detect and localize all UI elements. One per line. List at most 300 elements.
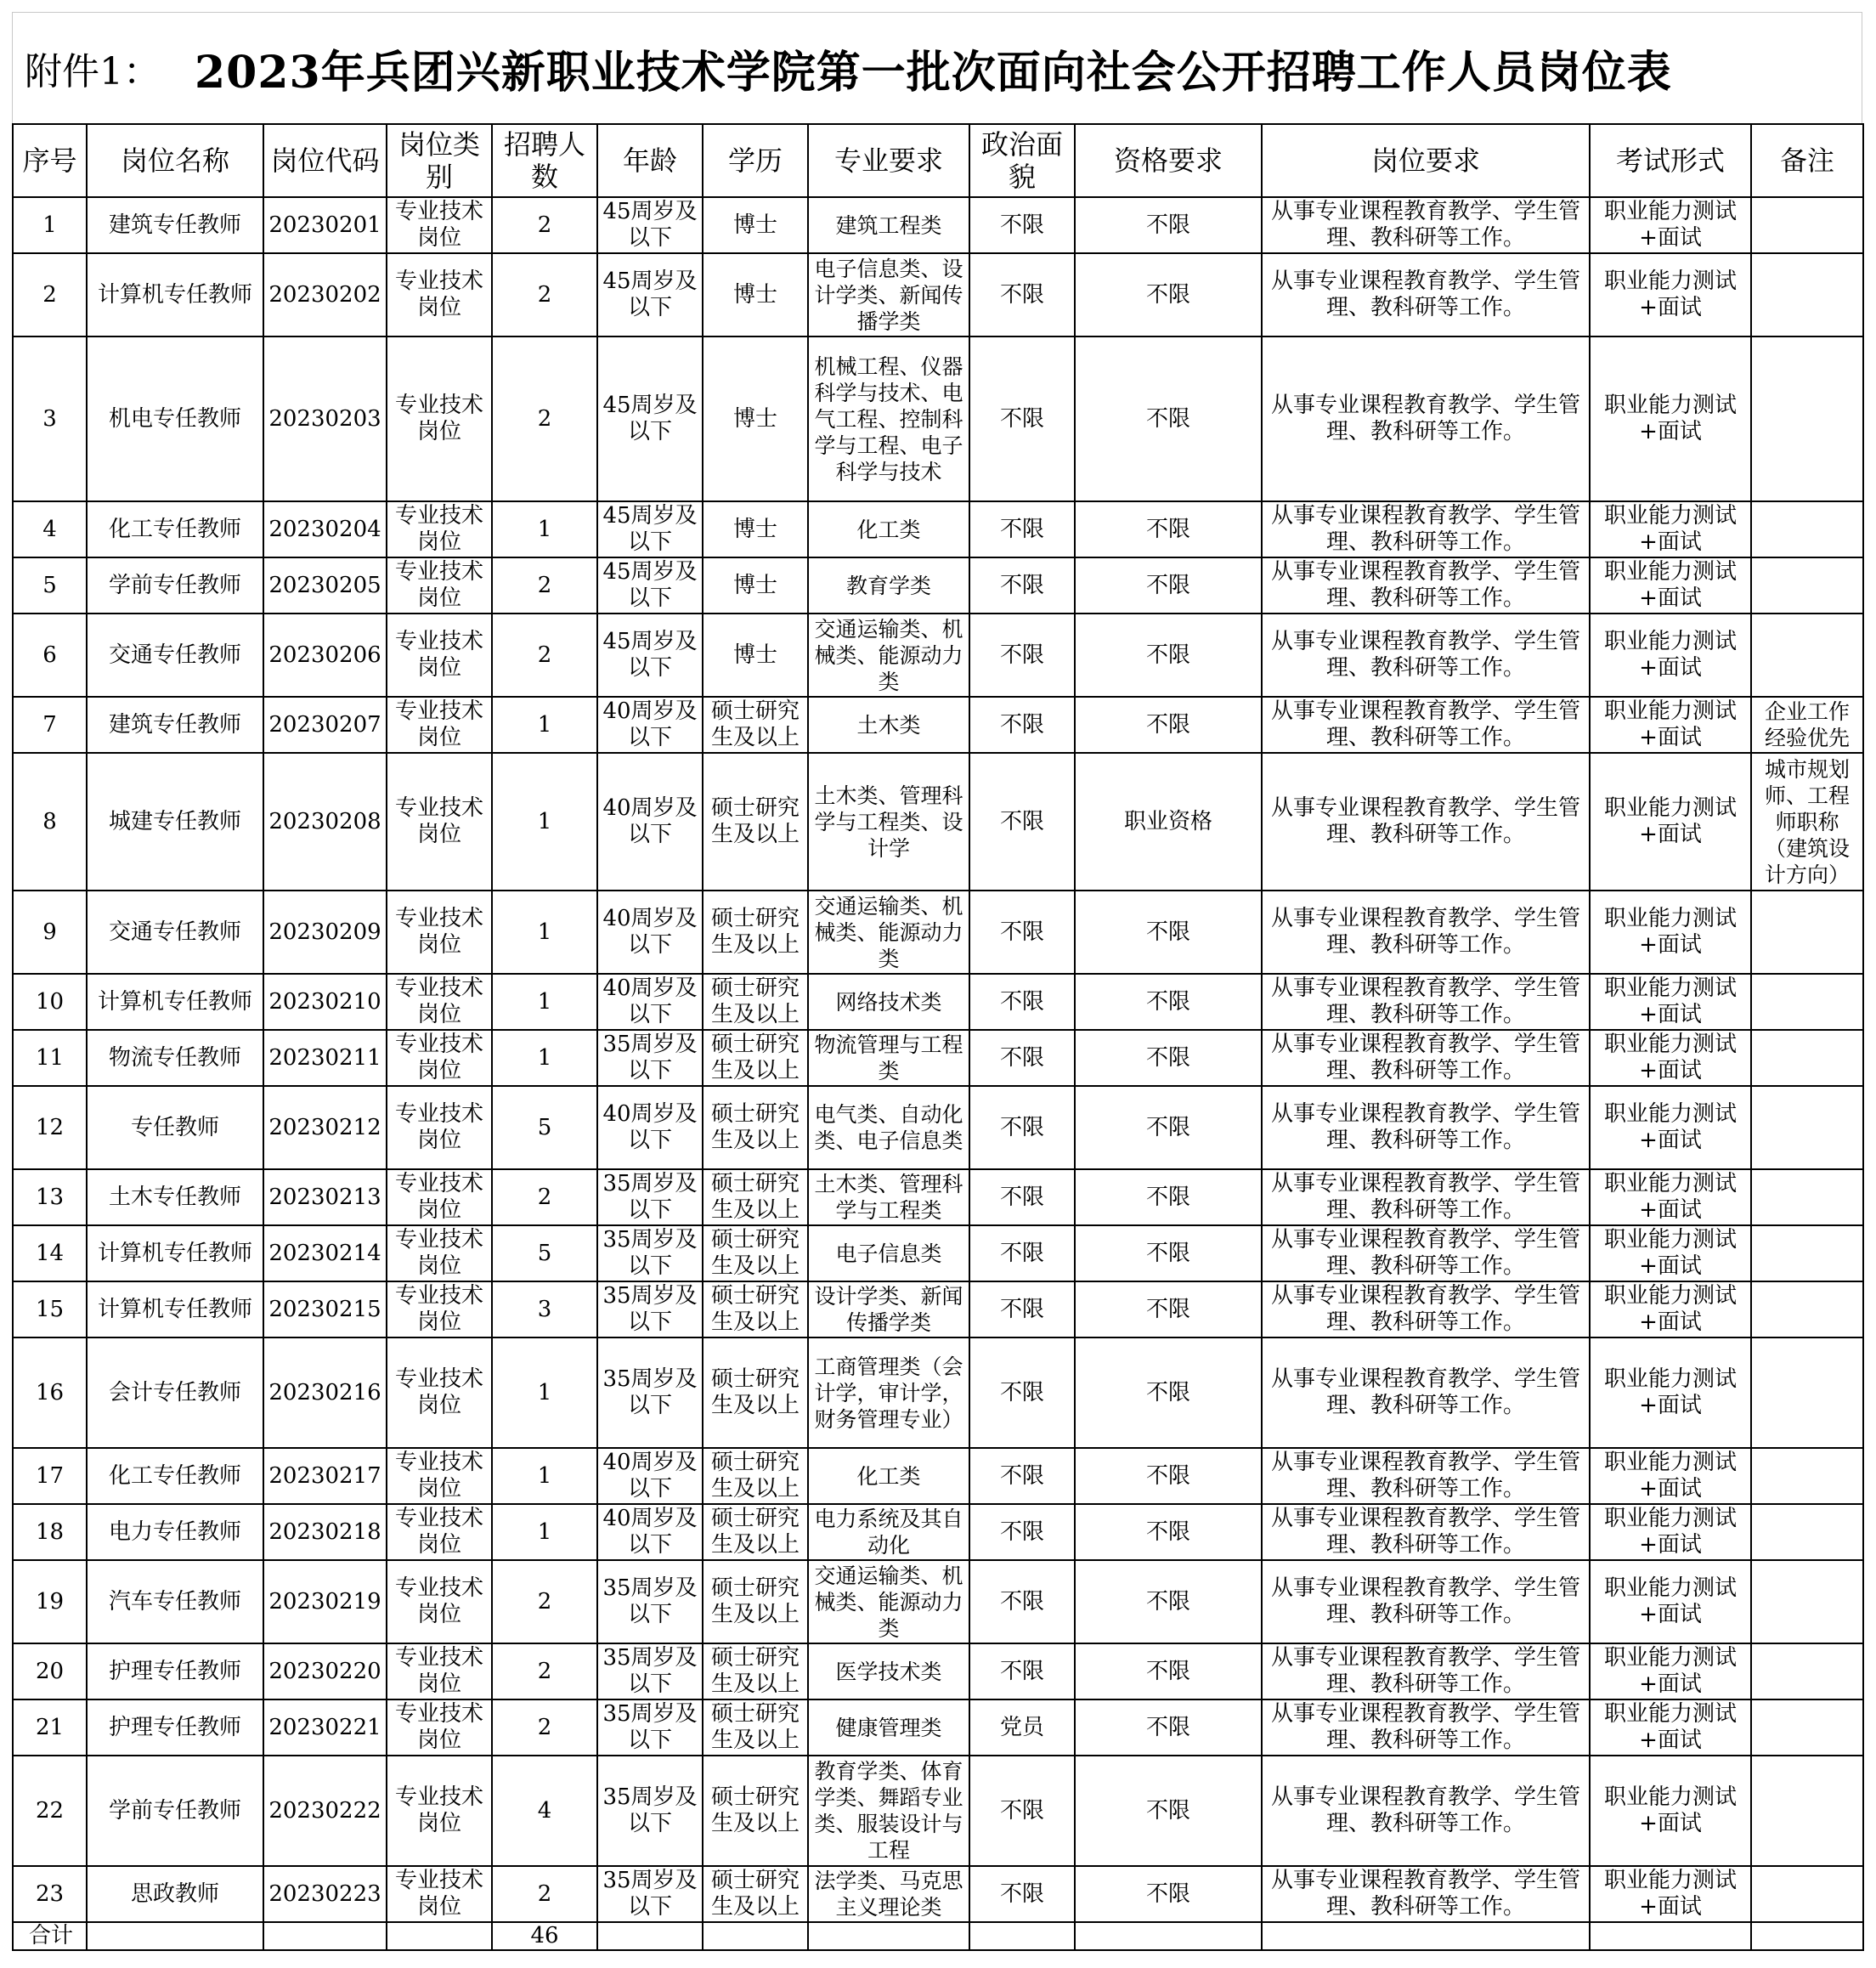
- cell-major: 化工类: [808, 1448, 969, 1504]
- total-empty-cell: [808, 1922, 969, 1950]
- cell-seq: 11: [13, 1030, 87, 1086]
- cell-qualification: 职业资格: [1075, 753, 1262, 891]
- table-row: [13, 614, 1863, 697]
- cell-post-code: 20230203: [263, 336, 387, 501]
- cell-post-duty: 从事专业课程教育教学、学生管理、教科研等工作。: [1262, 336, 1590, 501]
- cell-seq: 21: [13, 1699, 87, 1756]
- cell-post-category: 专业技术岗位: [387, 891, 492, 974]
- cell-hire-count: 2: [492, 1560, 597, 1643]
- cell-post-name: 化工专任教师: [87, 501, 263, 557]
- cell-post-code: 20230219: [263, 1560, 387, 1643]
- cell-post-code: 20230220: [263, 1643, 387, 1699]
- column-header-age: 年龄: [597, 124, 703, 197]
- cell-post-name: 建筑专任教师: [87, 697, 263, 753]
- cell-political-status: 不限: [969, 1560, 1075, 1643]
- cell-exam-form: 职业能力测试+面试: [1590, 1225, 1751, 1281]
- cell-political-status: 不限: [969, 1756, 1075, 1866]
- cell-education: 硕士研究生及以上: [703, 1756, 808, 1866]
- total-empty-cell: [387, 1922, 492, 1950]
- cell-age: 45周岁及以下: [597, 197, 703, 253]
- cell-major: 电气类、自动化类、电子信息类: [808, 1086, 969, 1169]
- cell-post-category: 专业技术岗位: [387, 1030, 492, 1086]
- cell-political-status: 不限: [969, 753, 1075, 891]
- table-row: [13, 253, 1863, 336]
- cell-post-category: 专业技术岗位: [387, 1504, 492, 1560]
- cell-remark: [1751, 1086, 1863, 1169]
- cell-remark: [1751, 974, 1863, 1030]
- cell-education: 硕士研究生及以上: [703, 1169, 808, 1225]
- cell-education: 硕士研究生及以上: [703, 1086, 808, 1169]
- cell-seq: 22: [13, 1756, 87, 1866]
- cell-major: 物流管理与工程类: [808, 1030, 969, 1086]
- cell-post-code: 20230218: [263, 1504, 387, 1560]
- total-empty-cell: [1751, 1922, 1863, 1950]
- cell-post-category: 专业技术岗位: [387, 1866, 492, 1922]
- table-row: [13, 1866, 1863, 1922]
- cell-post-name: 计算机专任教师: [87, 1225, 263, 1281]
- cell-post-duty: 从事专业课程教育教学、学生管理、教科研等工作。: [1262, 1504, 1590, 1560]
- cell-education: 硕士研究生及以上: [703, 753, 808, 891]
- cell-qualification: 不限: [1075, 974, 1262, 1030]
- cell-exam-form: 职业能力测试+面试: [1590, 336, 1751, 501]
- cell-hire-count: 2: [492, 1699, 597, 1756]
- table-row: [13, 1169, 1863, 1225]
- cell-education: 博士: [703, 557, 808, 614]
- cell-major: 电子信息类: [808, 1225, 969, 1281]
- cell-exam-form: 职业能力测试+面试: [1590, 891, 1751, 974]
- cell-education: 博士: [703, 614, 808, 697]
- cell-age: 45周岁及以下: [597, 253, 703, 336]
- cell-education: 硕士研究生及以上: [703, 1560, 808, 1643]
- column-header-qualification: 资格要求: [1075, 124, 1262, 197]
- cell-age: 40周岁及以下: [597, 697, 703, 753]
- cell-hire-count: 1: [492, 1448, 597, 1504]
- cell-remark: [1751, 557, 1863, 614]
- cell-age: 35周岁及以下: [597, 1866, 703, 1922]
- cell-post-category: 专业技术岗位: [387, 974, 492, 1030]
- cell-seq: 16: [13, 1337, 87, 1448]
- cell-remark: [1751, 1030, 1863, 1086]
- cell-post-name: 学前专任教师: [87, 1756, 263, 1866]
- cell-hire-count: 2: [492, 336, 597, 501]
- cell-post-name: 建筑专任教师: [87, 197, 263, 253]
- table-row: [13, 974, 1863, 1030]
- cell-major: 建筑工程类: [808, 197, 969, 253]
- cell-qualification: 不限: [1075, 557, 1262, 614]
- table-row: [13, 1504, 1863, 1560]
- cell-remark: [1751, 1504, 1863, 1560]
- cell-exam-form: 职业能力测试+面试: [1590, 253, 1751, 336]
- cell-post-code: 20230209: [263, 891, 387, 974]
- cell-post-code: 20230201: [263, 197, 387, 253]
- cell-political-status: 不限: [969, 697, 1075, 753]
- cell-seq: 6: [13, 614, 87, 697]
- column-header-education: 学历: [703, 124, 808, 197]
- title-bar: [12, 12, 1862, 123]
- column-header-post-duty: 岗位要求: [1262, 124, 1590, 197]
- total-empty-cell: [1590, 1922, 1751, 1950]
- cell-remark: [1751, 253, 1863, 336]
- cell-remark: [1751, 891, 1863, 974]
- cell-age: 35周岁及以下: [597, 1169, 703, 1225]
- cell-post-code: 20230202: [263, 253, 387, 336]
- cell-remark: [1751, 501, 1863, 557]
- cell-education: 博士: [703, 501, 808, 557]
- cell-education: 硕士研究生及以上: [703, 1281, 808, 1337]
- cell-post-category: 专业技术岗位: [387, 1086, 492, 1169]
- cell-major: 电力系统及其自动化: [808, 1504, 969, 1560]
- total-empty-cell: [703, 1922, 808, 1950]
- table-row: [13, 557, 1863, 614]
- cell-education: 博士: [703, 336, 808, 501]
- cell-post-duty: 从事专业课程教育教学、学生管理、教科研等工作。: [1262, 1699, 1590, 1756]
- cell-hire-count: 1: [492, 697, 597, 753]
- cell-post-category: 专业技术岗位: [387, 1560, 492, 1643]
- cell-political-status: 不限: [969, 1030, 1075, 1086]
- cell-remark: [1751, 1169, 1863, 1225]
- cell-post-duty: 从事专业课程教育教学、学生管理、教科研等工作。: [1262, 1448, 1590, 1504]
- cell-qualification: 不限: [1075, 1169, 1262, 1225]
- table-row: [13, 697, 1863, 753]
- cell-hire-count: 1: [492, 1337, 597, 1448]
- attachment-label: 附件1：: [25, 50, 161, 93]
- cell-post-name: 计算机专任教师: [87, 1281, 263, 1337]
- cell-political-status: 不限: [969, 501, 1075, 557]
- cell-education: 硕士研究生及以上: [703, 1448, 808, 1504]
- cell-education: 硕士研究生及以上: [703, 1030, 808, 1086]
- cell-hire-count: 5: [492, 1086, 597, 1169]
- cell-exam-form: 职业能力测试+面试: [1590, 1169, 1751, 1225]
- table-row: [13, 1643, 1863, 1699]
- cell-seq: 13: [13, 1169, 87, 1225]
- cell-political-status: 不限: [969, 197, 1075, 253]
- column-header-post-code: 岗位代码: [263, 124, 387, 197]
- cell-post-duty: 从事专业课程教育教学、学生管理、教科研等工作。: [1262, 1337, 1590, 1448]
- cell-hire-count: 1: [492, 1030, 597, 1086]
- cell-remark: [1751, 1337, 1863, 1448]
- table-row: [13, 197, 1863, 253]
- table-row: [13, 1225, 1863, 1281]
- cell-remark: [1751, 1281, 1863, 1337]
- cell-qualification: 不限: [1075, 697, 1262, 753]
- cell-education: 硕士研究生及以上: [703, 1699, 808, 1756]
- cell-qualification: 不限: [1075, 1504, 1262, 1560]
- cell-post-code: 20230207: [263, 697, 387, 753]
- cell-post-code: 20230221: [263, 1699, 387, 1756]
- cell-age: 40周岁及以下: [597, 1504, 703, 1560]
- cell-post-duty: 从事专业课程教育教学、学生管理、教科研等工作。: [1262, 1643, 1590, 1699]
- cell-major: 教育学类、体育学类、舞蹈专业类、服装设计与工程: [808, 1756, 969, 1866]
- cell-post-duty: 从事专业课程教育教学、学生管理、教科研等工作。: [1262, 891, 1590, 974]
- cell-post-category: 专业技术岗位: [387, 253, 492, 336]
- cell-post-name: 计算机专任教师: [87, 253, 263, 336]
- total-label: 合计: [13, 1922, 87, 1950]
- cell-exam-form: 职业能力测试+面试: [1590, 1504, 1751, 1560]
- cell-post-code: 20230204: [263, 501, 387, 557]
- cell-post-code: 20230215: [263, 1281, 387, 1337]
- cell-political-status: 不限: [969, 557, 1075, 614]
- cell-hire-count: 2: [492, 253, 597, 336]
- cell-post-code: 20230206: [263, 614, 387, 697]
- cell-exam-form: 职业能力测试+面试: [1590, 753, 1751, 891]
- cell-political-status: 不限: [969, 253, 1075, 336]
- table-row: [13, 891, 1863, 974]
- cell-seq: 14: [13, 1225, 87, 1281]
- total-empty-cell: [1075, 1922, 1262, 1950]
- cell-education: 硕士研究生及以上: [703, 697, 808, 753]
- table-header-row: [13, 124, 1863, 197]
- cell-exam-form: 职业能力测试+面试: [1590, 1030, 1751, 1086]
- page-title: 2023年兵团兴新职业技术学院第一批次面向社会公开招聘工作人员岗位表: [195, 46, 1672, 99]
- cell-post-name: 护理专任教师: [87, 1643, 263, 1699]
- cell-qualification: 不限: [1075, 1281, 1262, 1337]
- cell-remark: [1751, 336, 1863, 501]
- cell-hire-count: 1: [492, 974, 597, 1030]
- cell-qualification: 不限: [1075, 1086, 1262, 1169]
- cell-remark: [1751, 1699, 1863, 1756]
- cell-post-duty: 从事专业课程教育教学、学生管理、教科研等工作。: [1262, 1086, 1590, 1169]
- cell-exam-form: 职业能力测试+面试: [1590, 557, 1751, 614]
- table-row: [13, 1086, 1863, 1169]
- cell-post-code: 20230212: [263, 1086, 387, 1169]
- cell-age: 40周岁及以下: [597, 1448, 703, 1504]
- cell-post-name: 电力专任教师: [87, 1504, 263, 1560]
- cell-post-code: 20230217: [263, 1448, 387, 1504]
- cell-qualification: 不限: [1075, 1030, 1262, 1086]
- cell-exam-form: 职业能力测试+面试: [1590, 614, 1751, 697]
- cell-post-category: 专业技术岗位: [387, 1225, 492, 1281]
- cell-political-status: 不限: [969, 1643, 1075, 1699]
- column-header-hire-count: 招聘人数: [492, 124, 597, 197]
- cell-post-code: 20230216: [263, 1337, 387, 1448]
- cell-post-category: 专业技术岗位: [387, 1756, 492, 1866]
- cell-political-status: 不限: [969, 336, 1075, 501]
- total-empty-cell: [597, 1922, 703, 1950]
- cell-remark: [1751, 197, 1863, 253]
- cell-age: 35周岁及以下: [597, 1699, 703, 1756]
- cell-hire-count: 2: [492, 557, 597, 614]
- cell-hire-count: 1: [492, 501, 597, 557]
- cell-post-duty: 从事专业课程教育教学、学生管理、教科研等工作。: [1262, 974, 1590, 1030]
- cell-post-category: 专业技术岗位: [387, 1281, 492, 1337]
- cell-political-status: 不限: [969, 1086, 1075, 1169]
- cell-major: 机械工程、仪器科学与技术、电气工程、控制科学与工程、电子科学与技术: [808, 336, 969, 501]
- cell-hire-count: 2: [492, 614, 597, 697]
- cell-major: 土木类、管理科学与工程类: [808, 1169, 969, 1225]
- cell-political-status: 不限: [969, 891, 1075, 974]
- cell-major: 教育学类: [808, 557, 969, 614]
- cell-age: 35周岁及以下: [597, 1281, 703, 1337]
- cell-post-name: 专任教师: [87, 1086, 263, 1169]
- cell-exam-form: 职业能力测试+面试: [1590, 1086, 1751, 1169]
- cell-post-duty: 从事专业课程教育教学、学生管理、教科研等工作。: [1262, 1225, 1590, 1281]
- cell-exam-form: 职业能力测试+面试: [1590, 1337, 1751, 1448]
- cell-post-duty: 从事专业课程教育教学、学生管理、教科研等工作。: [1262, 614, 1590, 697]
- cell-post-duty: 从事专业课程教育教学、学生管理、教科研等工作。: [1262, 1560, 1590, 1643]
- cell-remark: [1751, 1560, 1863, 1643]
- cell-age: 45周岁及以下: [597, 336, 703, 501]
- cell-post-code: 20230213: [263, 1169, 387, 1225]
- column-header-exam-form: 考试形式: [1590, 124, 1751, 197]
- cell-political-status: 不限: [969, 1866, 1075, 1922]
- table-row: [13, 1560, 1863, 1643]
- cell-remark: [1751, 614, 1863, 697]
- cell-age: 35周岁及以下: [597, 1337, 703, 1448]
- cell-age: 35周岁及以下: [597, 1643, 703, 1699]
- cell-education: 硕士研究生及以上: [703, 974, 808, 1030]
- cell-seq: 18: [13, 1504, 87, 1560]
- cell-seq: 2: [13, 253, 87, 336]
- cell-post-duty: 从事专业课程教育教学、学生管理、教科研等工作。: [1262, 1281, 1590, 1337]
- column-header-post-name: 岗位名称: [87, 124, 263, 197]
- cell-major: 交通运输类、机械类、能源动力类: [808, 1560, 969, 1643]
- total-empty-cell: [263, 1922, 387, 1950]
- cell-post-duty: 从事专业课程教育教学、学生管理、教科研等工作。: [1262, 501, 1590, 557]
- cell-exam-form: 职业能力测试+面试: [1590, 1866, 1751, 1922]
- cell-hire-count: 4: [492, 1756, 597, 1866]
- cell-seq: 4: [13, 501, 87, 557]
- cell-age: 45周岁及以下: [597, 557, 703, 614]
- recruitment-table: [12, 123, 1864, 1951]
- cell-post-name: 计算机专任教师: [87, 974, 263, 1030]
- cell-age: 35周岁及以下: [597, 1225, 703, 1281]
- cell-post-category: 专业技术岗位: [387, 697, 492, 753]
- cell-major: 健康管理类: [808, 1699, 969, 1756]
- cell-seq: 15: [13, 1281, 87, 1337]
- cell-age: 45周岁及以下: [597, 501, 703, 557]
- table-row: [13, 501, 1863, 557]
- cell-political-status: 党员: [969, 1699, 1075, 1756]
- cell-post-name: 汽车专任教师: [87, 1560, 263, 1643]
- cell-major: 化工类: [808, 501, 969, 557]
- cell-post-name: 城建专任教师: [87, 753, 263, 891]
- cell-education: 博士: [703, 197, 808, 253]
- cell-major: 交通运输类、机械类、能源动力类: [808, 891, 969, 974]
- cell-post-duty: 从事专业课程教育教学、学生管理、教科研等工作。: [1262, 1756, 1590, 1866]
- cell-post-name: 土木专任教师: [87, 1169, 263, 1225]
- cell-exam-form: 职业能力测试+面试: [1590, 501, 1751, 557]
- cell-political-status: 不限: [969, 1169, 1075, 1225]
- cell-post-category: 专业技术岗位: [387, 1448, 492, 1504]
- cell-age: 35周岁及以下: [597, 1756, 703, 1866]
- cell-post-name: 机电专任教师: [87, 336, 263, 501]
- cell-age: 40周岁及以下: [597, 891, 703, 974]
- cell-post-duty: 从事专业课程教育教学、学生管理、教科研等工作。: [1262, 197, 1590, 253]
- cell-post-category: 专业技术岗位: [387, 336, 492, 501]
- cell-post-category: 专业技术岗位: [387, 197, 492, 253]
- cell-seq: 12: [13, 1086, 87, 1169]
- cell-hire-count: 2: [492, 1169, 597, 1225]
- cell-post-code: 20230223: [263, 1866, 387, 1922]
- cell-seq: 23: [13, 1866, 87, 1922]
- cell-qualification: 不限: [1075, 1866, 1262, 1922]
- cell-qualification: 不限: [1075, 1225, 1262, 1281]
- cell-political-status: 不限: [969, 1504, 1075, 1560]
- cell-seq: 7: [13, 697, 87, 753]
- cell-remark: [1751, 1866, 1863, 1922]
- cell-qualification: 不限: [1075, 197, 1262, 253]
- cell-exam-form: 职业能力测试+面试: [1590, 697, 1751, 753]
- cell-exam-form: 职业能力测试+面试: [1590, 1756, 1751, 1866]
- cell-hire-count: 1: [492, 891, 597, 974]
- cell-post-category: 专业技术岗位: [387, 501, 492, 557]
- cell-post-duty: 从事专业课程教育教学、学生管理、教科研等工作。: [1262, 1030, 1590, 1086]
- cell-qualification: 不限: [1075, 501, 1262, 557]
- cell-seq: 1: [13, 197, 87, 253]
- cell-post-name: 会计专任教师: [87, 1337, 263, 1448]
- cell-post-name: 物流专任教师: [87, 1030, 263, 1086]
- cell-political-status: 不限: [969, 1281, 1075, 1337]
- cell-age: 40周岁及以下: [597, 974, 703, 1030]
- cell-age: 40周岁及以下: [597, 1086, 703, 1169]
- cell-hire-count: 5: [492, 1225, 597, 1281]
- cell-exam-form: 职业能力测试+面试: [1590, 1699, 1751, 1756]
- cell-education: 硕士研究生及以上: [703, 1643, 808, 1699]
- cell-qualification: 不限: [1075, 336, 1262, 501]
- cell-exam-form: 职业能力测试+面试: [1590, 1281, 1751, 1337]
- cell-age: 35周岁及以下: [597, 1030, 703, 1086]
- cell-hire-count: 2: [492, 1866, 597, 1922]
- cell-seq: 3: [13, 336, 87, 501]
- cell-post-category: 专业技术岗位: [387, 1337, 492, 1448]
- cell-major: 土木类、管理科学与工程类、设计学: [808, 753, 969, 891]
- table-row: [13, 1448, 1863, 1504]
- cell-seq: 17: [13, 1448, 87, 1504]
- column-header-remark: 备注: [1751, 124, 1863, 197]
- cell-hire-count: 2: [492, 1643, 597, 1699]
- cell-qualification: 不限: [1075, 1560, 1262, 1643]
- cell-remark: 城市规划师、工程师职称（建筑设计方向）: [1751, 753, 1863, 891]
- cell-remark: [1751, 1225, 1863, 1281]
- cell-age: 35周岁及以下: [597, 1560, 703, 1643]
- cell-post-duty: 从事专业课程教育教学、学生管理、教科研等工作。: [1262, 1169, 1590, 1225]
- cell-exam-form: 职业能力测试+面试: [1590, 974, 1751, 1030]
- total-empty-cell: [1262, 1922, 1590, 1950]
- cell-major: 设计学类、新闻传播学类: [808, 1281, 969, 1337]
- cell-post-code: 20230222: [263, 1756, 387, 1866]
- cell-major: 工商管理类（会计学，审计学，财务管理专业）: [808, 1337, 969, 1448]
- total-count: 46: [492, 1922, 597, 1950]
- cell-post-duty: 从事专业课程教育教学、学生管理、教科研等工作。: [1262, 1866, 1590, 1922]
- cell-qualification: 不限: [1075, 1448, 1262, 1504]
- cell-post-category: 专业技术岗位: [387, 557, 492, 614]
- cell-seq: 9: [13, 891, 87, 974]
- cell-remark: [1751, 1643, 1863, 1699]
- cell-hire-count: 1: [492, 1504, 597, 1560]
- cell-hire-count: 3: [492, 1281, 597, 1337]
- cell-post-category: 专业技术岗位: [387, 1643, 492, 1699]
- cell-post-duty: 从事专业课程教育教学、学生管理、教科研等工作。: [1262, 697, 1590, 753]
- cell-post-code: 20230208: [263, 753, 387, 891]
- cell-major: 法学类、马克思主义理论类: [808, 1866, 969, 1922]
- cell-qualification: 不限: [1075, 1756, 1262, 1866]
- cell-education: 硕士研究生及以上: [703, 1225, 808, 1281]
- cell-exam-form: 职业能力测试+面试: [1590, 1643, 1751, 1699]
- cell-major: 医学技术类: [808, 1643, 969, 1699]
- table-row: [13, 1699, 1863, 1756]
- column-header-major: 专业要求: [808, 124, 969, 197]
- table-row: [13, 1281, 1863, 1337]
- cell-education: 硕士研究生及以上: [703, 891, 808, 974]
- cell-remark: [1751, 1448, 1863, 1504]
- table-row: [13, 1337, 1863, 1448]
- cell-post-name: 护理专任教师: [87, 1699, 263, 1756]
- cell-qualification: 不限: [1075, 891, 1262, 974]
- cell-seq: 10: [13, 974, 87, 1030]
- cell-political-status: 不限: [969, 1337, 1075, 1448]
- cell-post-category: 专业技术岗位: [387, 753, 492, 891]
- cell-qualification: 不限: [1075, 614, 1262, 697]
